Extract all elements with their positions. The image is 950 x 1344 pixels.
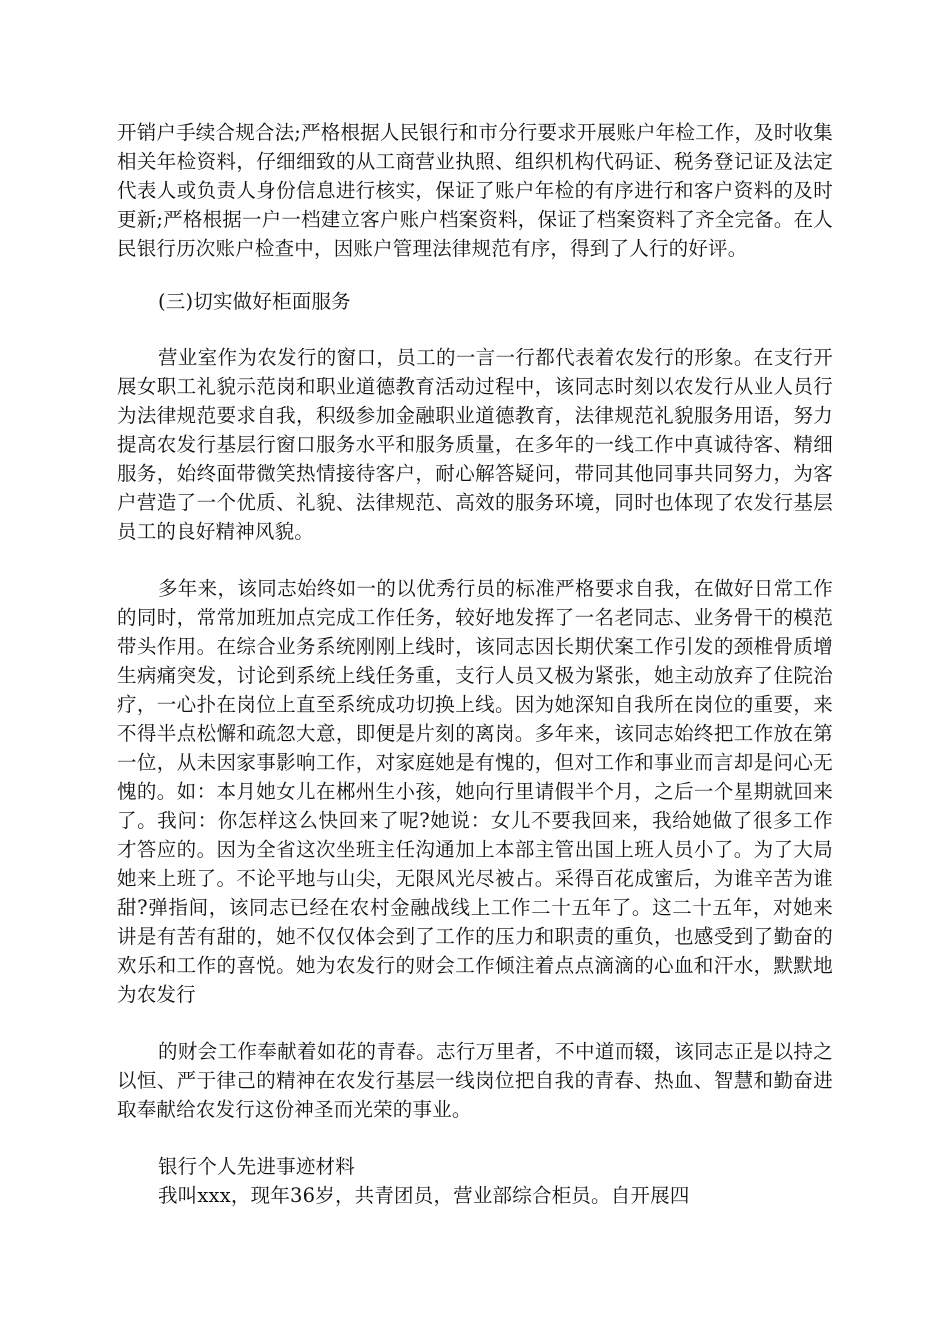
section-heading-counter-service: (三)切实做好柜面服务 [157,290,351,313]
document-page [117,118,833,1210]
paragraph-dedication: 的财会工作奉献着如花的青春。志行万里者，不中道而辍，该同志正是以持之以恒、严于律己的精神在农发行基层一线岗位把自我的青春、热血、智慧和勤奋进取奉献给农发行这份神圣而光荣的事业。 [117,1040,833,1121]
paragraph-years-of-service: 多年来，该同志始终如一的以优秀行员的标准严格要求自我，在做好日常工作的同时，常常加班加点完成工作任务，较好地发挥了一名老同志、业务骨干的模范带头作用。在综合业务系统刚刚上线时，该同志因长期伏案工作引发的颈椎骨质增生病痛突发，讨论到系统上线任务重，支行人员又极为紧张，她主动放弃了住院治疗，一心扑在岗位上直至系统成功切换上线。因为她深知自我所在岗位的重要，来不得半点松懈和疏忽大意，即便是片刻的离岗。多年来，该同志始终把工作放在第一位，从未因家事影响工作，对家庭她是有愧的，但对工作和事业而言却是问心无愧的。如：本月她女儿在郴州生小孩，她向行里请假半个月，之后一个星期就回来了。我问：你怎样这么快回来了呢?她说：女儿不要我回来，我给她做了很多工作才答应的。因为全省这次坐班主任沟通加上本部主管出国上班人员小了。为了大局她来上班了。不论平地与山尖，无限风光尽被占。采得百花成蜜后，为谁辛苦为谁甜?弹指间，该同志已经在农村金融战线上工作二十五年了。这二十五年，对她来讲是有苦有甜的，她不仅仅体会到了工作的压力和职责的重负，也感受到了勤奋的欢乐和工作的喜悦。她为农发行的财会工作倾注着点点滴滴的心血和汗水，默默地为农发行 [117,577,833,1006]
paragraph-account-management: 开销户手续合规合法;严格根据人民银行和市分行要求开展账户年检工作，及时收集相关年检资料，仔细细致的从工商营业执照、组织机构代码证、税务登记证及法定代表人或负责人身份信息进行核实，保证了账户年检的有序进行和客户资料的及时更新;严格根据一户一档建立客户账户档案资料，保证了档案资料了齐全完备。在人民银行历次账户检查中，因账户管理法律规范有序，得到了人行的好评。 [117,121,833,260]
paragraph-counter-service: 营业室作为农发行的窗口，员工的一言一行都代表着农发行的形象。在支行开展女职工礼貌示范岗和职业道德教育活动过程中，该同志时刻以农发行从业人员行为法律规范要求自我，积级参加金融职业道德教育，法律规范礼貌服务用语，努力提高农发行基层行窗口服务水平和服务质量，在多年的一线工作中真诚待客、精细服务，始终面带微笑热情接待客户，耐心解答疑问，带同其他同事共同努力，为客户营造了一个优质、礼貌、法律规范、高效的服务环境，同时也体现了农发行基层员工的良好精神风貌。 [117,346,833,543]
document-title-advanced-deeds: 银行个人先进事迹材料 [157,1155,355,1178]
paragraph-self-introduction: 我叫xxx，现年36岁，共青团员，营业部综合柜员。自开展四 [157,1184,690,1207]
